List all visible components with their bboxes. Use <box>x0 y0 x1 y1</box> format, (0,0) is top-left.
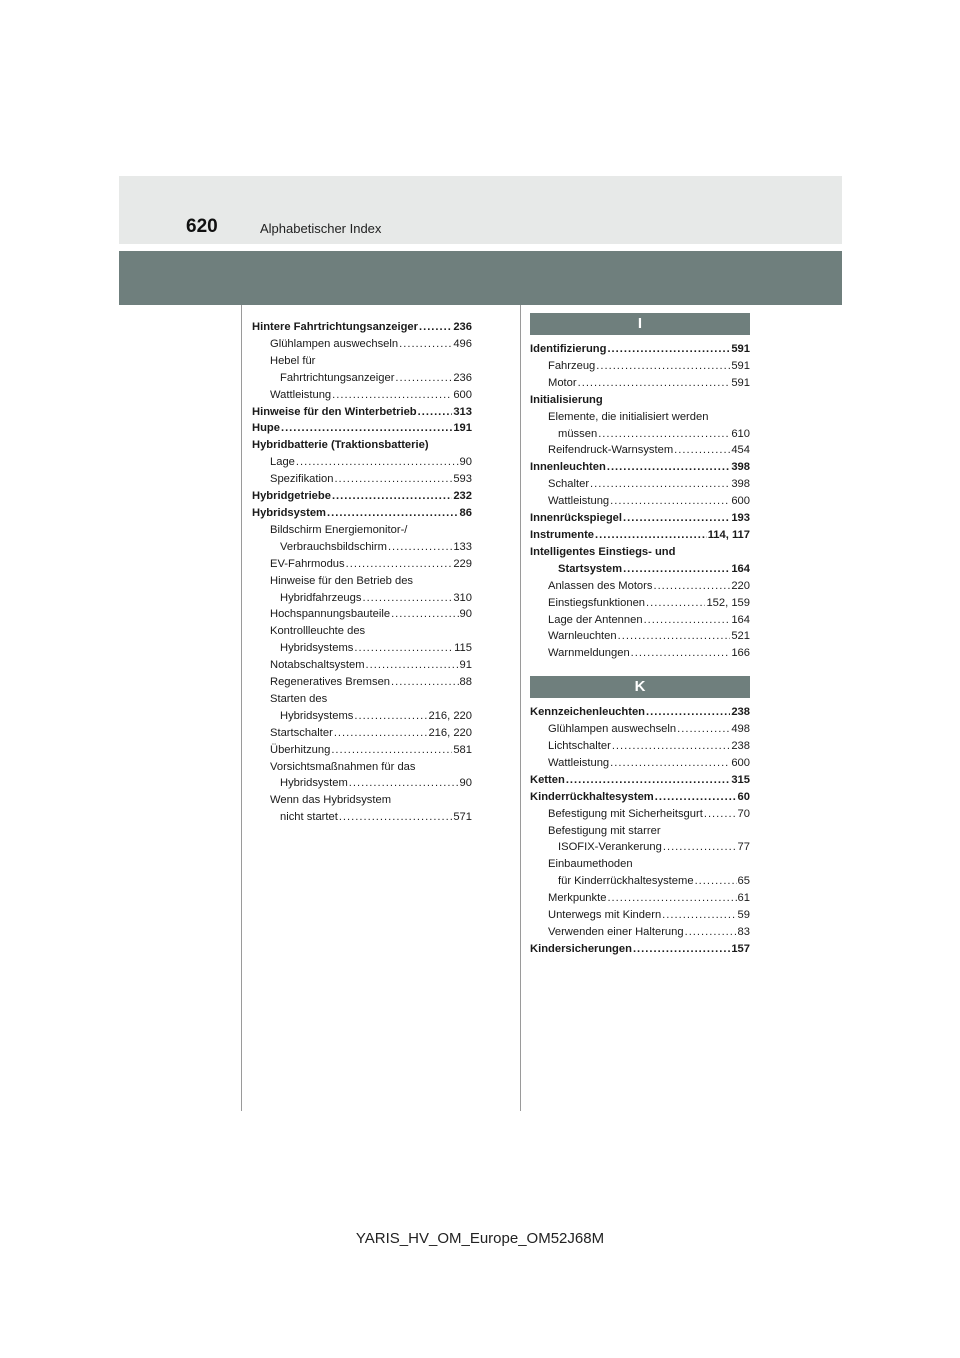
entry-page: 91 <box>459 659 472 672</box>
index-subentry <box>530 755 750 772</box>
entry-text: Wattleistung <box>548 756 610 769</box>
entry-text: Regeneratives Bremsen <box>270 676 391 689</box>
entry-text: nicht startet <box>280 811 338 824</box>
index-subentry <box>530 924 750 941</box>
dot-leader <box>677 721 730 738</box>
index-subentry <box>252 454 472 471</box>
index-entry <box>530 941 750 958</box>
entry-page: 115 <box>454 642 472 655</box>
index-subentry <box>252 759 472 776</box>
dot-leader <box>618 628 731 645</box>
entry-text: Kennzeichenleuchten <box>530 706 646 719</box>
column-divider-left <box>241 305 242 1111</box>
dot-leader <box>623 561 730 578</box>
entry-page: 591 <box>731 343 750 355</box>
index-subentry <box>252 657 472 674</box>
dot-leader <box>610 493 730 510</box>
index-subentry <box>530 738 750 755</box>
dot-leader <box>596 358 730 375</box>
dot-leader <box>644 612 731 629</box>
entry-page: 229 <box>453 557 472 570</box>
dot-leader <box>332 387 452 404</box>
index-subentry <box>252 353 472 370</box>
entry-text: Warnmeldungen <box>548 647 630 660</box>
index-subentry <box>530 856 750 873</box>
entry-text: ISOFIX-Verankerung <box>558 841 662 854</box>
index-entry <box>530 527 750 544</box>
dot-leader <box>595 527 707 544</box>
entry-text: müssen <box>558 427 598 440</box>
dot-leader <box>334 725 428 742</box>
index-subentry <box>252 640 472 657</box>
entry-text: Hybridsystem <box>280 777 348 790</box>
entry-page: 70 <box>737 807 750 820</box>
entry-text: Einbaumethoden <box>548 858 633 871</box>
entry-text: Initialisierung <box>530 393 603 406</box>
entry-page: 600 <box>731 756 750 769</box>
dot-leader <box>655 789 737 806</box>
entry-page: 193 <box>731 512 750 525</box>
index-subentry <box>530 442 750 459</box>
entry-text: Überhitzung <box>270 743 331 756</box>
index-subentry <box>530 358 750 375</box>
dot-leader <box>653 578 730 595</box>
entry-text: Befestigung mit Sicherheitsgurt <box>548 807 703 820</box>
dot-leader <box>663 839 737 856</box>
entry-text: Unterwegs mit Kindern <box>548 909 662 922</box>
entry-page: 521 <box>731 630 750 643</box>
dot-leader <box>607 341 730 358</box>
entry-page: 114, 117 <box>707 528 750 541</box>
entry-page: 77 <box>737 841 750 854</box>
entry-page: 216, 220 <box>428 726 472 739</box>
dot-leader <box>388 539 452 556</box>
section-i-entries <box>530 341 750 662</box>
entry-page: 581 <box>453 743 472 756</box>
index-column-right <box>530 315 750 958</box>
entry-page: 88 <box>459 676 472 689</box>
index-subentry <box>252 674 472 691</box>
entry-page: 600 <box>731 495 750 508</box>
index-entry <box>252 488 472 505</box>
entry-text: Lage der Antennen <box>548 613 643 626</box>
dot-leader <box>662 907 736 924</box>
dot-leader <box>566 772 731 789</box>
entry-page: 59 <box>737 909 750 922</box>
entry-text: Hupe <box>252 422 280 435</box>
entry-text: Starten des <box>270 692 328 705</box>
dot-leader <box>296 454 459 471</box>
entry-text: Spezifikation <box>270 473 334 486</box>
entry-page: 238 <box>731 706 750 719</box>
dot-leader <box>354 708 427 725</box>
entry-text: Kontrollleuchte des <box>270 625 366 638</box>
header-bar <box>119 251 842 305</box>
entry-page: 232 <box>453 490 472 503</box>
dot-leader <box>685 924 737 941</box>
entry-text: Hybridgetriebe <box>252 490 331 503</box>
entry-text: für Kinderrückhaltesysteme <box>558 875 694 888</box>
dot-leader <box>418 404 453 421</box>
dot-leader <box>391 606 458 623</box>
index-entry <box>252 319 472 336</box>
entry-text: Verbrauchsbildschirm <box>280 540 387 553</box>
index-subentry <box>252 809 472 826</box>
entry-text: Wenn das Hybridsystem <box>270 794 392 807</box>
dot-leader <box>366 657 459 674</box>
index-entry <box>530 544 750 561</box>
dot-leader <box>395 370 452 387</box>
index-subentry <box>530 823 750 840</box>
index-subentry <box>252 370 472 387</box>
index-subentry <box>530 409 750 426</box>
entry-page: 65 <box>737 875 750 888</box>
index-entry <box>530 341 750 358</box>
entry-page: 86 <box>459 506 472 519</box>
entry-text: Lage <box>270 456 295 469</box>
entry-page: 571 <box>453 811 472 824</box>
entry-text: Intelligentes Einstiegs- und <box>530 545 676 558</box>
dot-leader <box>346 556 453 573</box>
index-subentry <box>530 839 750 856</box>
dot-leader <box>610 755 730 772</box>
index-subentry <box>252 387 472 404</box>
entry-text: Schalter <box>548 478 590 491</box>
entry-text: Wattleistung <box>548 495 610 508</box>
index-subentry <box>252 623 472 640</box>
dot-leader <box>590 476 730 493</box>
entry-text: Elemente, die initialisiert werden <box>548 410 709 423</box>
footer-doc-id: YARIS_HV_OM_Europe_OM52J68M <box>355 1230 605 1247</box>
index-subentry <box>252 775 472 792</box>
entry-text: Hintere Fahrtrichtungsanzeiger <box>252 321 418 333</box>
index-subentry <box>252 539 472 556</box>
index-subentry <box>530 476 750 493</box>
entry-page: 398 <box>731 478 750 491</box>
entry-text: Ketten <box>530 773 565 786</box>
index-subentry <box>530 628 750 645</box>
dot-leader <box>646 595 705 612</box>
index-subentry <box>252 471 472 488</box>
dot-leader <box>578 375 731 392</box>
entry-text: Notabschaltsystem <box>270 659 365 672</box>
section-letter-i: I <box>530 313 750 335</box>
index-entry <box>530 510 750 527</box>
dot-leader <box>607 459 730 476</box>
dot-leader <box>349 775 459 792</box>
entry-text: Vorsichtsmaßnahmen für das <box>270 760 416 773</box>
dot-leader <box>327 505 459 522</box>
entry-page: 90 <box>459 456 472 469</box>
entry-page: 610 <box>731 427 750 440</box>
index-column-left <box>252 319 472 826</box>
entry-text: Verwenden einer Halterung <box>548 926 684 938</box>
entry-text: Innenrückspiegel <box>530 512 623 525</box>
entry-page: 220 <box>731 579 750 592</box>
entry-text: Motor <box>548 376 577 389</box>
dot-leader <box>646 704 730 721</box>
entry-page: 90 <box>459 608 472 621</box>
entry-text: Wattleistung <box>270 388 332 401</box>
index-subentry <box>252 573 472 590</box>
section-letter-k: K <box>530 676 750 698</box>
entry-text: Hinweise für den Betrieb des <box>270 574 414 587</box>
entry-text: Befestigung mit starrer <box>548 824 661 837</box>
entry-text: Warnleuchten <box>548 630 617 643</box>
entry-text: Lichtschalter <box>548 740 611 753</box>
entry-page: 166 <box>731 647 750 660</box>
entry-page: 591 <box>731 359 750 372</box>
entry-page: 315 <box>731 773 750 786</box>
entry-text: Bildschirm Energiemonitor-/ <box>270 523 408 536</box>
entry-text: Einstiegsfunktionen <box>548 596 646 609</box>
index-subentry <box>252 522 472 539</box>
entry-text: Anlassen des Motors <box>548 579 653 592</box>
dot-leader <box>331 742 452 759</box>
index-subentry <box>530 721 750 738</box>
entry-text: EV-Fahrmodus <box>270 557 345 570</box>
entry-page: 313 <box>453 405 472 418</box>
entry-page: 61 <box>737 892 750 905</box>
index-subentry <box>252 336 472 353</box>
entry-text: Innenleuchten <box>530 461 606 474</box>
entry-page: 236 <box>453 321 472 333</box>
entry-page: 498 <box>731 723 750 736</box>
entry-text: Startschalter <box>270 726 333 739</box>
index-subentry <box>252 556 472 573</box>
index-entry <box>252 505 472 522</box>
dot-leader <box>631 645 731 662</box>
entry-page: 83 <box>737 926 750 938</box>
entry-page: 236 <box>453 371 472 384</box>
entry-page: 191 <box>453 422 472 435</box>
entry-text: Fahrtrichtungsanzeiger <box>280 371 395 384</box>
entry-page: 238 <box>731 740 750 753</box>
entry-page: 164 <box>731 613 750 626</box>
page-number: 620 <box>186 216 218 237</box>
index-subentry <box>530 806 750 823</box>
entry-text: Hybridsystems <box>280 642 354 655</box>
dot-leader <box>362 590 452 607</box>
dot-leader <box>612 738 731 755</box>
dot-leader <box>633 941 730 958</box>
dot-leader <box>354 640 453 657</box>
index-subentry <box>530 645 750 662</box>
entry-text: Kinderrückhaltesystem <box>530 790 654 803</box>
index-subentry <box>530 375 750 392</box>
entry-text: Glühlampen auswechseln <box>548 723 677 736</box>
dot-leader <box>607 890 736 907</box>
column-divider-middle <box>520 305 521 1111</box>
entry-page: 593 <box>453 473 472 486</box>
index-subentry <box>530 493 750 510</box>
index-subentry <box>252 742 472 759</box>
entry-text: Kindersicherungen <box>530 942 632 955</box>
entry-text: Identifizierung <box>530 343 607 355</box>
index-subentry <box>530 907 750 924</box>
entry-page: 60 <box>737 790 750 803</box>
dot-leader <box>704 806 737 823</box>
dot-leader <box>332 488 452 505</box>
entry-text: Merkpunkte <box>548 892 607 905</box>
dot-leader <box>623 510 730 527</box>
index-entry <box>530 772 750 789</box>
entry-page: 164 <box>731 562 750 575</box>
index-entry <box>252 420 472 437</box>
entry-page: 496 <box>453 337 472 350</box>
dot-leader <box>598 426 730 443</box>
index-subentry <box>252 725 472 742</box>
index-entry <box>530 459 750 476</box>
header-band <box>119 176 842 244</box>
index-entry <box>530 704 750 721</box>
index-subentry <box>252 792 472 809</box>
entry-page: 398 <box>731 461 750 474</box>
index-entry <box>252 437 472 454</box>
dot-leader <box>281 420 452 437</box>
dot-leader <box>674 442 730 459</box>
index-subentry <box>530 612 750 629</box>
index-subentry <box>252 606 472 623</box>
index-subentry <box>530 561 750 578</box>
section-k-entries <box>530 704 750 958</box>
dot-leader <box>419 319 452 336</box>
index-subentry <box>530 595 750 612</box>
dot-leader <box>391 674 459 691</box>
index-subentry <box>252 708 472 725</box>
entry-text: Reifendruck-Warnsystem <box>548 444 674 457</box>
dot-leader <box>339 809 453 826</box>
index-entry <box>530 392 750 409</box>
entry-page: 157 <box>731 942 750 955</box>
entry-page: 90 <box>459 777 472 790</box>
index-subentry <box>530 578 750 595</box>
index-subentry <box>530 890 750 907</box>
entry-text: Hybridsystems <box>280 709 354 722</box>
entry-page: 133 <box>453 540 472 553</box>
entry-page: 216, 220 <box>428 709 472 722</box>
dot-leader <box>695 873 737 890</box>
entry-page: 454 <box>731 444 750 457</box>
entry-page: 600 <box>453 388 472 401</box>
index-subentry <box>530 426 750 443</box>
entry-text: Hochspannungsbauteile <box>270 608 391 621</box>
entry-page: 591 <box>731 376 750 389</box>
entry-text: Hybridfahrzeugs <box>280 591 362 604</box>
dot-leader <box>334 471 452 488</box>
entry-text: Hinweise für den Winterbetrieb <box>252 405 417 418</box>
entry-page: 310 <box>453 591 472 604</box>
entry-text: Startsystem <box>558 562 623 575</box>
entry-text: Hybridbatterie (Traktionsbatterie) <box>252 439 429 452</box>
dot-leader <box>399 336 452 353</box>
entry-text: Glühlampen auswechseln <box>270 337 399 350</box>
entry-text: Hebel für <box>270 354 316 367</box>
index-entry <box>530 789 750 806</box>
index-subentry <box>530 873 750 890</box>
index-subentry <box>252 691 472 708</box>
entry-text: Instrumente <box>530 528 595 541</box>
entry-page: 152, 159 <box>706 596 750 609</box>
index-subentry <box>252 590 472 607</box>
entry-text: Hybridsystem <box>252 506 326 519</box>
entry-text: Fahrzeug <box>548 359 596 372</box>
page-section-title: Alphabetischer Index <box>260 221 382 236</box>
index-entry <box>252 404 472 421</box>
